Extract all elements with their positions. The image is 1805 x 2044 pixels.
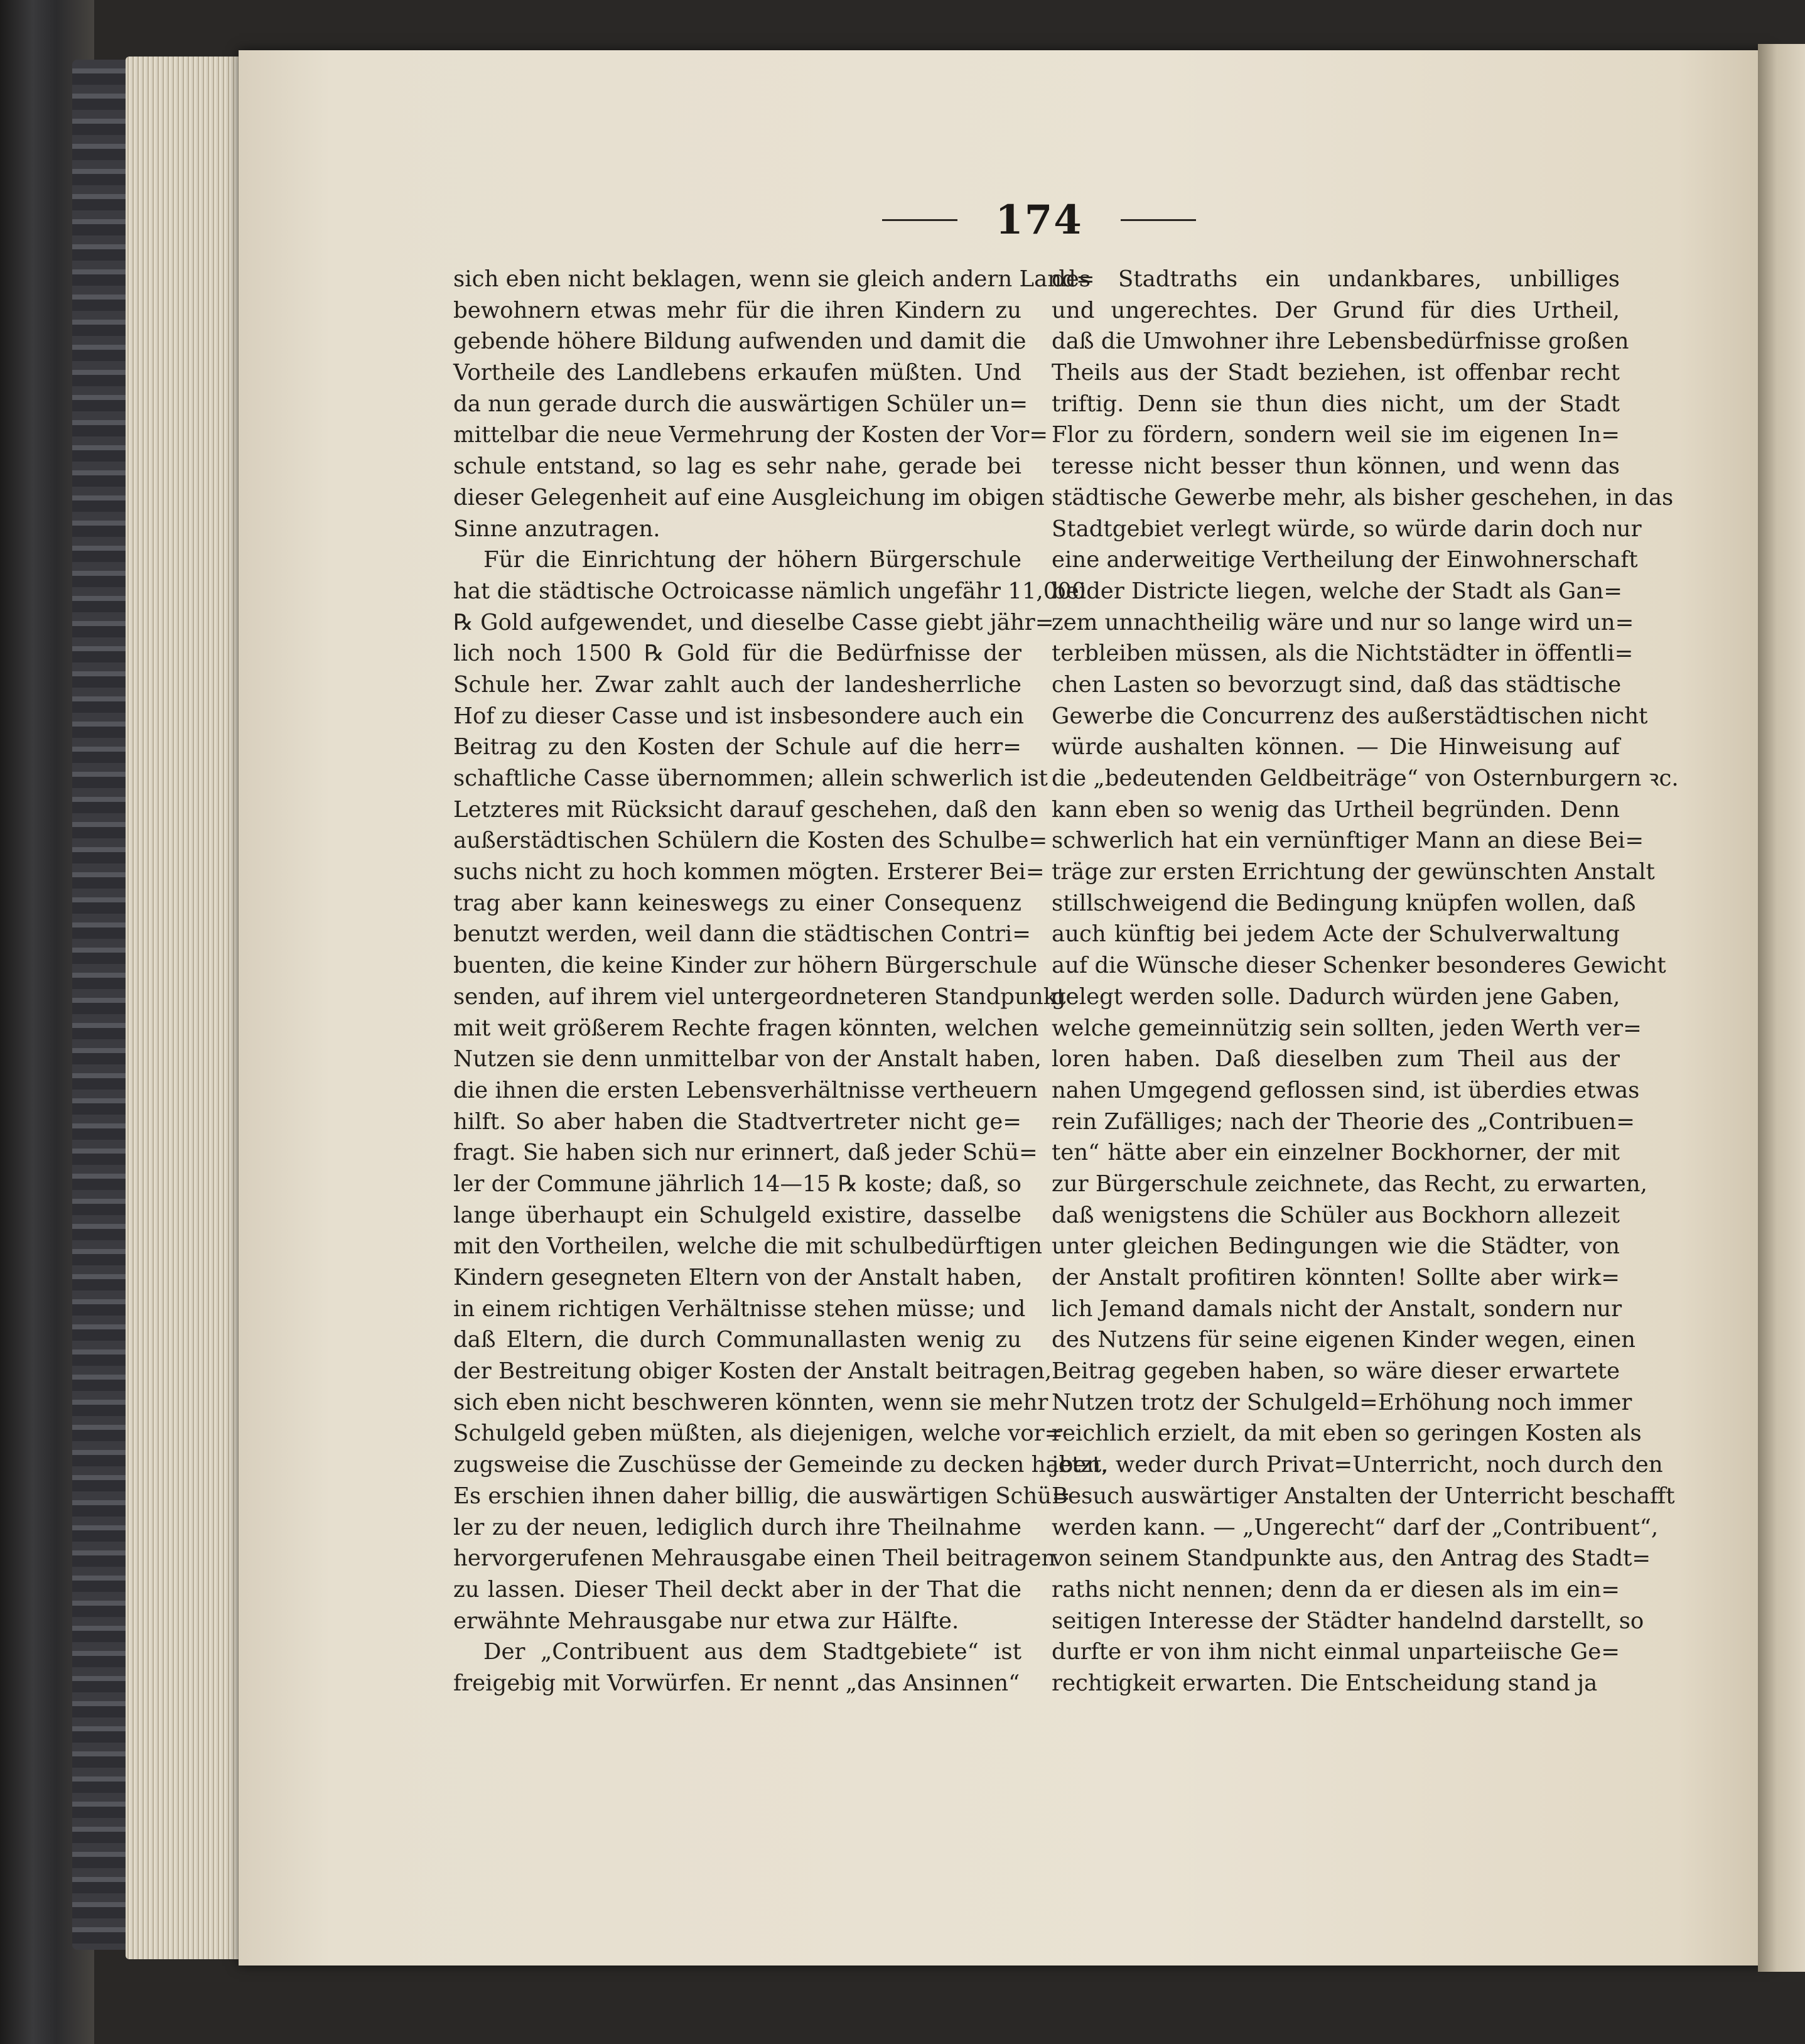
header-rule-left (882, 219, 957, 221)
text-line: reichlich erzielt, da mit eben so geringen Kosten als (1052, 1420, 1642, 1447)
text-line: und ungerechtes. Der Grund für dies Urtheil, (1052, 297, 1620, 323)
text-line: Stadtgebiet verlegt würde, so würde darin doch nur (1052, 516, 1642, 542)
text-line: daß wenigstens die Schüler aus Bockhorn allezeit (1052, 1202, 1620, 1228)
text-column-right (1052, 264, 1679, 1699)
facing-page-gutter (1758, 44, 1805, 1972)
text-line: außerstädtischen Schülern die Kosten des Schulbe= (453, 828, 1048, 854)
text-line: die „bedeutenden Geldbeiträge“ von Osternburgern ꝛc. (1052, 765, 1679, 791)
text-line: chen Lasten so bevorzugt sind, daß das städtische (1052, 671, 1622, 698)
header-rule-right (1121, 219, 1196, 221)
text-line: ten“ hätte aber ein einzelner Bockhorner, der mit (1052, 1140, 1620, 1166)
text-line: in einem richtigen Verhältnisse stehen müsse; und (453, 1295, 1026, 1322)
text-line: hat die städtische Octroicasse nämlich ungefähr 11,000 (453, 578, 1086, 604)
text-line: eine anderweitige Vertheilung der Einwohnerschaft (1052, 547, 1638, 573)
text-line: Beitrag gegeben haben, so wäre dieser erwartete (1052, 1358, 1620, 1385)
text-line: Beitrag zu den Kosten der Schule auf die herr= (453, 734, 1021, 760)
text-line: Schulgeld geben müßten, als diejenigen, welche vor= (453, 1420, 1064, 1447)
text-line: beider Districte liegen, welche der Stadt als Gan= (1052, 578, 1622, 604)
text-line: würde aushalten können. — Die Hinweisung auf (1052, 734, 1620, 760)
text-line: ℞ Gold aufgewendet, und dieselbe Casse giebt jähr= (453, 609, 1054, 635)
text-line: Der „Contribuent aus dem Stadtgebiete“ ist (483, 1639, 1021, 1665)
text-line: ler der Commune jährlich 14—15 ℞ koste; daß, so (453, 1171, 1021, 1197)
text-line: auch künftig bei jedem Acte der Schulverwaltung (1052, 921, 1620, 948)
text-line: raths nicht nennen; denn da er diesen als im ein= (1052, 1576, 1620, 1603)
text-line: senden, auf ihrem viel untergeordneteren Standpunkte (453, 983, 1079, 1010)
text-line: Theils aus der Stadt beziehen, ist offenbar recht (1052, 360, 1620, 386)
text-column-left (453, 264, 1108, 1699)
text-line: loren haben. Daß dieselben zum Theil aus der (1052, 1046, 1620, 1073)
text-line: Flor zu fördern, sondern weil sie im eigenen In= (1052, 422, 1620, 448)
page-header (882, 192, 1196, 248)
text-line: freigebig mit Vorwürfen. Er nennt „das Ansinnen“ (453, 1670, 1020, 1696)
text-line: fragt. Sie haben sich nur erinnert, daß jeder Schü= (453, 1140, 1038, 1166)
text-line: lich Jemand damals nicht der Anstalt, sondern nur (1052, 1295, 1622, 1322)
text-line: der Bestreitung obiger Kosten der Anstalt beitragen, (453, 1358, 1052, 1385)
text-line: Besuch auswärtiger Anstalten der Unterricht beschafft (1052, 1483, 1675, 1509)
text-line: gebende höhere Bildung aufwenden und damit die (453, 328, 1026, 355)
text-line: des Nutzens für seine eigenen Kinder wegen, einen (1052, 1327, 1636, 1353)
text-line: Kindern gesegneten Eltern von der Anstalt haben, (453, 1265, 1023, 1290)
text-line: mit weit größerem Rechte fragen könnten, welchen (453, 1015, 1039, 1041)
text-line: mittelbar die neue Vermehrung der Kosten der Vor= (453, 422, 1048, 448)
text-line: Nutzen trotz der Schulgeld=Erhöhung noch immer (1052, 1389, 1632, 1415)
text-line: zur Bürgerschule zeichnete, das Recht, zu erwarten, (1052, 1171, 1647, 1197)
text-line: träge zur ersten Errichtung der gewünschten Anstalt (1052, 859, 1655, 885)
text-line: Schule her. Zwar zahlt auch der landesherrliche (453, 671, 1021, 698)
text-line: Nutzen sie denn unmittelbar von der Anstalt haben, (453, 1046, 1042, 1073)
text-line: die ihnen die ersten Lebensverhältnisse vertheuern (453, 1077, 1038, 1103)
text-line: welche gemeinnützig sein sollten, jeden Werth ver= (1052, 1015, 1642, 1041)
text-line: daß Eltern, die durch Communallasten wenig zu (453, 1327, 1021, 1353)
text-line: kann eben so wenig das Urtheil begründen. Denn (1052, 796, 1620, 823)
text-line: jetzt, weder durch Privat=Unterricht, noch durch den (1052, 1452, 1663, 1478)
text-line: trag aber kann keineswegs zu einer Consequenz (453, 890, 1021, 916)
text-line: benutzt werden, weil dann die städtischen Contri= (453, 921, 1032, 948)
text-line: terbleiben müssen, als die Nichtstädter in öffentli= (1052, 641, 1634, 667)
text-line: mit den Vortheilen, welche die mit schulbedürftigen (453, 1233, 1043, 1260)
text-line: da nun gerade durch die auswärtigen Schüler un= (453, 391, 1028, 417)
text-line: der Anstalt profitiren könnten! Sollte aber wirk= (1052, 1265, 1620, 1290)
text-line: Letzteres mit Rücksicht darauf geschehen, daß den (453, 796, 1037, 823)
text-line: buenten, die keine Kinder zur höhern Bürgerschule (453, 953, 1038, 979)
text-line: nahen Umgegend geflossen sind, ist überdies etwas (1052, 1077, 1640, 1103)
text-line: lange überhaupt ein Schulgeld existire, dasselbe (453, 1202, 1021, 1228)
text-line: Für die Einrichtung der höhern Bürgerschule (483, 547, 1021, 573)
text-line: schaftliche Casse übernommen; allein schwerlich ist (453, 765, 1048, 791)
text-line: bewohnern etwas mehr für die ihren Kindern zu (453, 297, 1021, 323)
text-line: ler zu der neuen, lediglich durch ihre Theilnahme (453, 1514, 1021, 1540)
text-line: städtische Gewerbe mehr, als bisher geschehen, in das (1052, 484, 1674, 511)
text-line: schule entstand, so lag es sehr nahe, gerade bei (453, 453, 1021, 480)
text-line: Gewerbe die Concurrenz des außerstädtischen nicht (1052, 703, 1648, 729)
text-line: zu lassen. Dieser Theil deckt aber in der That die (453, 1576, 1021, 1603)
text-line: von seinem Standpunkte aus, den Antrag des Stadt= (1052, 1545, 1651, 1572)
text-line: Es erschien ihnen daher billig, die auswärtigen Schü= (453, 1483, 1070, 1509)
text-line: zem unnachtheilig wäre und nur so lange wird un= (1052, 609, 1634, 635)
text-line: suchs nicht zu hoch kommen mögten. Ersterer Bei= (453, 859, 1045, 885)
page-number: 174 (995, 196, 1083, 244)
page-edges-stack (126, 57, 245, 1959)
text-line: werden kann. — „Ungerecht“ darf der „Contribuent“, (1052, 1514, 1659, 1540)
text-line: zugsweise die Zuschüsse der Gemeinde zu decken haben. (453, 1452, 1108, 1478)
text-line: auf die Wünsche dieser Schenker besonderes Gewicht (1052, 953, 1666, 979)
text-line: triftig. Denn sie thun dies nicht, um der Stadt (1052, 391, 1620, 417)
book-binding-texture (72, 60, 132, 1950)
text-line: hilft. So aber haben die Stadtvertreter nicht ge= (453, 1108, 1021, 1135)
text-line: hervorgerufenen Mehrausgabe einen Theil beitragen (453, 1545, 1056, 1572)
text-line: gelegt werden solle. Dadurch würden jene Gaben, (1052, 983, 1620, 1010)
text-line: lich noch 1500 ℞ Gold für die Bedürfnisse der (453, 641, 1021, 667)
text-line: dieser Gelegenheit auf eine Ausgleichung im obigen (453, 484, 1045, 511)
text-line: rein Zufälliges; nach der Theorie des „Contribuen= (1052, 1108, 1635, 1135)
text-line: durfte er von ihm nicht einmal unparteiische Ge= (1052, 1639, 1620, 1665)
text-line: sich eben nicht beschweren könnten, wenn sie mehr (453, 1389, 1048, 1415)
text-line: rechtigkeit erwarten. Die Entscheidung stand ja (1052, 1670, 1598, 1696)
text-line: Hof zu dieser Casse und ist insbesondere auch ein (453, 703, 1024, 729)
text-line: Vortheile des Landlebens erkaufen müßten. Und (453, 360, 1021, 386)
text-line: sich eben nicht beklagen, wenn sie gleich andern Land= (453, 266, 1095, 292)
text-line: unter gleichen Bedingungen wie die Städter, von (1052, 1233, 1620, 1260)
text-line: stillschweigend die Bedingung knüpfen wollen, daß (1052, 890, 1636, 916)
text-line: teresse nicht besser thun können, und wenn das (1052, 453, 1620, 480)
text-line: des Stadtraths ein undankbares, unbilliges (1052, 266, 1620, 292)
text-line: seitigen Interesse der Städter handelnd darstellt, so (1052, 1608, 1644, 1634)
text-line: Sinne anzutragen. (453, 516, 660, 542)
text-line: daß die Umwohner ihre Lebensbedürfnisse großen (1052, 328, 1629, 355)
text-line: schwerlich hat ein vernünftiger Mann an diese Bei= (1052, 828, 1644, 854)
text-line: erwähnte Mehrausgabe nur etwa zur Hälfte. (453, 1608, 959, 1634)
